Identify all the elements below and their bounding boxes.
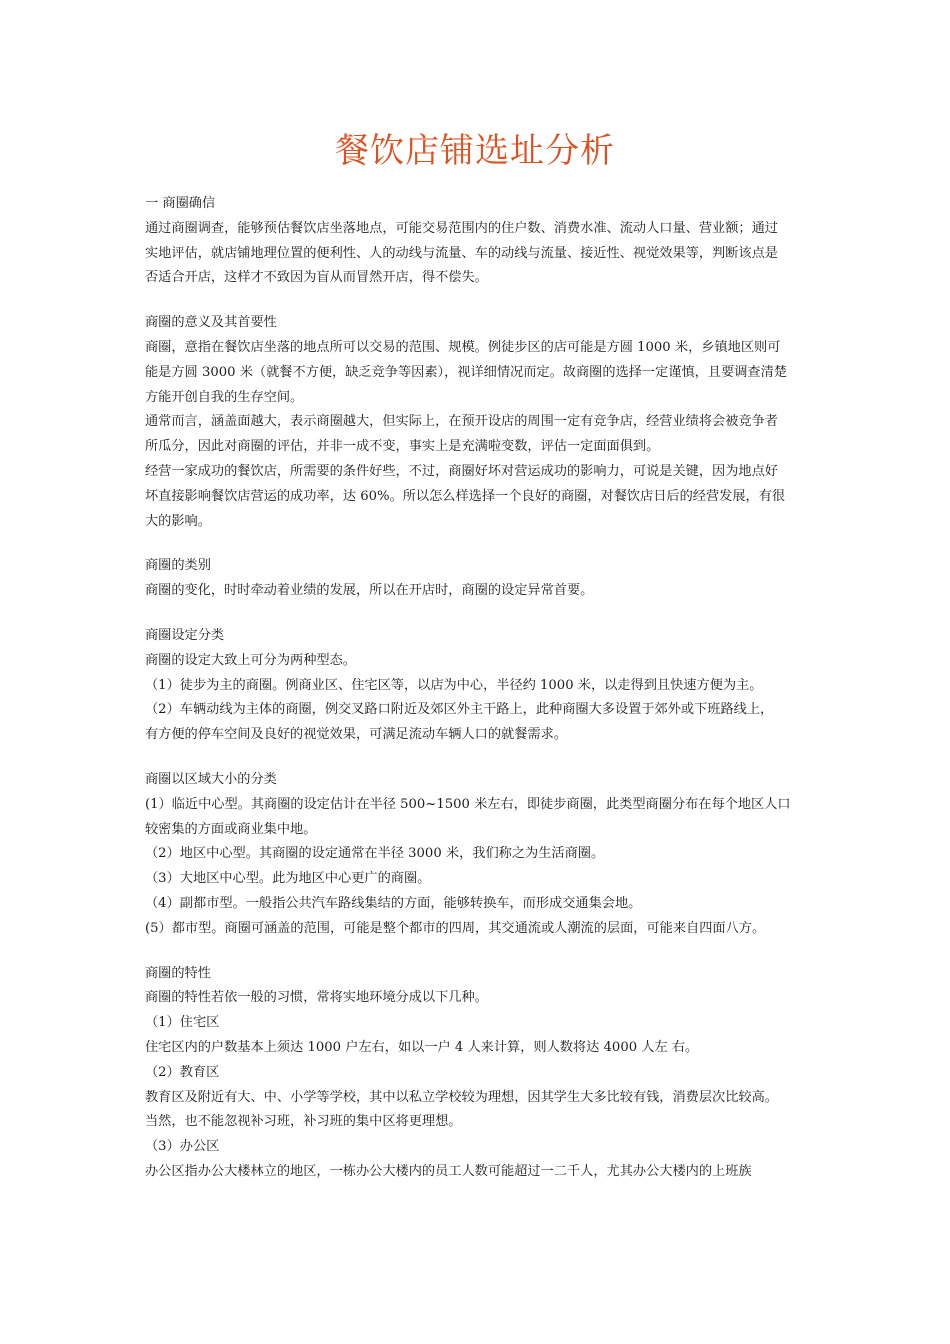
paragraph-line: (1）临近中心型。其商圈的设定估计在半径 500~1500 米左右，即徒步商圈，此类型商圈分布在每个地区人口 <box>145 796 791 812</box>
paragraph-line: 否适合开店，这样才不致因为盲从而冒然开店，得不偿失。 <box>145 270 488 286</box>
paragraph-line: （3）办公区 <box>145 1139 220 1155</box>
paragraph-line: 所瓜分，因此对商圈的评估，并非一成不变，事实上是充满啦变数，评估一定面面俱到。 <box>145 439 660 455</box>
paragraph-line: (5）都市型。商圈可涵盖的范围，可能是整个都市的四周，其交通流或人潮流的层面，可能来自四面八方。 <box>145 920 766 936</box>
paragraph-line: （3）大地区中心型。此为地区中心更广的商圈。 <box>145 871 431 887</box>
section-heading: 商圈设定分类 <box>145 627 225 643</box>
paragraph-line: （2）教育区 <box>145 1064 220 1080</box>
document-body <box>145 192 815 1185</box>
paragraph-line: 实地评估，就店铺地理位置的便利性、人的动线与流量、车的动线与流量、接近性、视觉效果等，判断该点是 <box>145 245 778 261</box>
paragraph-line: 商圈，意指在餐饮店坐落的地点所可以交易的范围、规模。例徒步区的店可能是方圆 1000 米，乡镇地区则可 <box>145 339 781 355</box>
section-heading: 一 商圈确信 <box>145 196 216 211</box>
section-heading: 商圈的意义及其首要性 <box>145 315 277 331</box>
paragraph-line: 通常而言，涵盖面越大，表示商圈越大，但实际上，在预开设店的周围一定有竞争店，经营业绩将会被竞争者 <box>145 414 778 430</box>
paragraph-line: 经营一家成功的餐饮店，所需要的条件好些，不过，商圈好坏对营运成功的影响力，可说是关键，因为地点好 <box>145 463 778 479</box>
paragraph-line: 大的影响。 <box>145 513 211 529</box>
paragraph-line: （4）副都市型。一般指公共汽车路线集结的方面，能够转换车，而形成交通集会地。 <box>145 895 642 911</box>
paragraph-line: （2）车辆动线为主体的商圈，例交叉路口附近及郊区外主干路上，此种商圈大多设置于郊外或下班路线上， <box>145 702 774 718</box>
paragraph-line: （1）徒步为主的商圈。例商业区、住宅区等，以店为中心，半径约 1000 米，以走得到且快速方便为主。 <box>145 677 763 693</box>
paragraph-line: 当然，也不能忽视补习班，补习班的集中区将更理想。 <box>145 1114 462 1130</box>
paragraph-line: 住宅区内的户数基本上须达 1000 户左右，如以一户 4 人来计算，则人数将达 4000 人左 右。 <box>145 1039 699 1055</box>
paragraph-line: 坏直接影响餐饮店营运的成功率，达 60%。所以怎么样选择一个良好的商圈，对餐饮店日后的经营发展，有很 <box>145 488 786 504</box>
section-gap <box>145 534 815 554</box>
paragraph-line: 较密集的方面或商业集中地。 <box>145 821 317 837</box>
section-gap <box>145 604 815 624</box>
paragraph-line: 商圈的变化，时时牵动着业绩的发展，所以在开店时，商圈的设定异常首要。 <box>145 583 594 599</box>
document-title: 餐饮店铺选址分析 <box>335 131 615 171</box>
section-gap <box>145 748 815 768</box>
paragraph-line: 通过商圈调查，能够预估餐饮店坐落地点，可能交易范围内的住户数、消费水准、流动人口量、营业额；通过 <box>145 220 778 236</box>
paragraph-line: （1）住宅区 <box>145 1015 220 1031</box>
paragraph-line: 能是方圆 3000 米（就餐不方便，缺乏竞争等因素），视详细情况而定。故商圈的选择一定谨慎，且要调查清楚 <box>145 364 787 380</box>
paragraph-line: 办公区指办公大楼林立的地区，一栋办公大楼内的员工人数可能超过一二千人，尤其办公大楼内的上班族 <box>145 1163 752 1179</box>
paragraph-line: 商圈的特性若依一般的习惯，常将实地环境分成以下几种。 <box>145 990 488 1006</box>
section-heading: 商圈以区域大小的分类 <box>145 771 277 787</box>
section-heading: 商圈的类别 <box>145 558 211 574</box>
paragraph-line: 商圈的设定大致上可分为两种型态。 <box>145 652 356 668</box>
paragraph-line: 有方便的停车空间及良好的视觉效果，可满足流动车辆人口的就餐需求。 <box>145 727 567 743</box>
paragraph-line: 教育区及附近有大、中、小学等学校，其中以私立学校较为理想，因其学生大多比较有钱，消费层次比较高。 <box>145 1089 778 1105</box>
paragraph-line: （2）地区中心型。其商圈的设定通常在半径 3000 米，我们称之为生活商圈。 <box>145 846 605 862</box>
section-heading: 商圈的特性 <box>145 965 211 981</box>
section-gap <box>145 291 815 311</box>
paragraph-line: 方能开创自我的生存空间。 <box>145 389 304 405</box>
section-gap <box>145 942 815 962</box>
